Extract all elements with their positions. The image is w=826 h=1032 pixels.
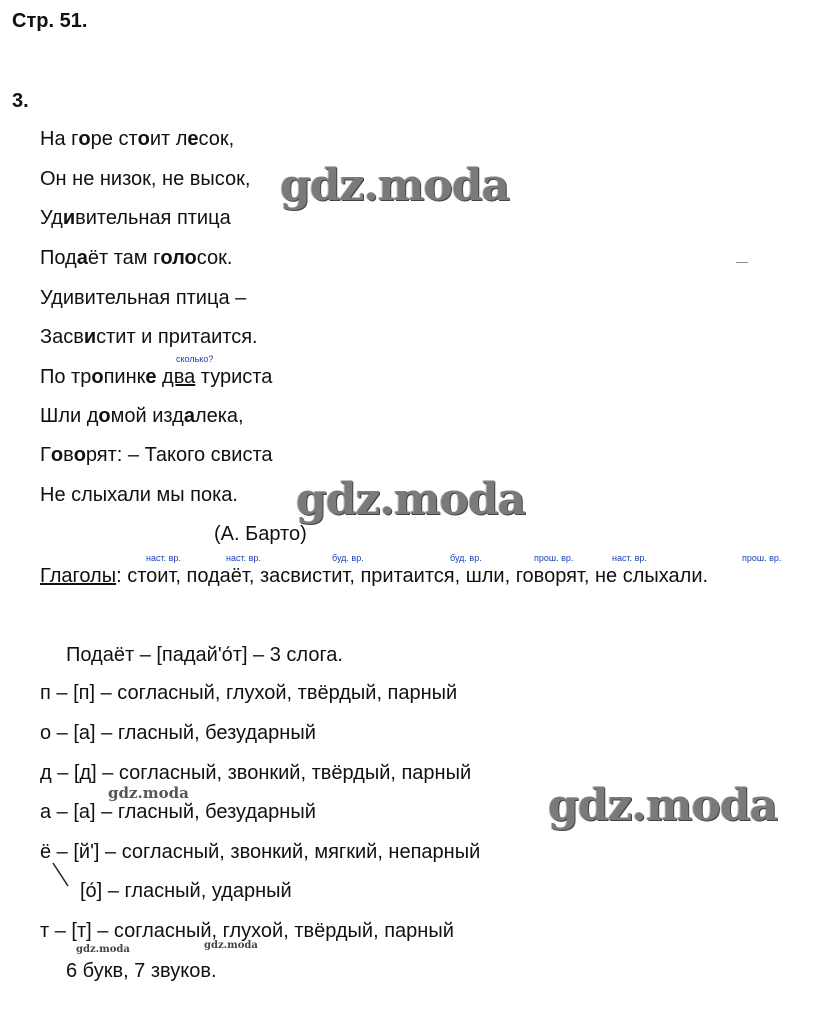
- poem-text: Удивительная птица –: [40, 287, 247, 309]
- analysis-row: п – [п] – согласный, глухой, твёрдый, парный: [40, 682, 458, 704]
- stressed-letter: а: [183, 405, 195, 427]
- analysis-row: д – [д] – согласный, звонкий, твёрдый, парный: [40, 762, 472, 784]
- poem-text: лека,: [194, 405, 244, 427]
- task-number: 3.: [12, 90, 29, 112]
- tense-note: прош. вр.: [742, 553, 782, 563]
- analysis-heading: Подаёт – [падай'о́т] – 3 слога.: [66, 644, 343, 666]
- analysis-row: [о́] – гласный, ударный: [80, 880, 292, 902]
- poem-text: Шли д: [40, 405, 99, 427]
- stressed-letter: е: [145, 366, 157, 388]
- poem-line: [40, 207, 231, 230]
- poem-text: Уд: [40, 207, 63, 229]
- poem-text: ёт там г: [87, 247, 161, 269]
- watermark-6: gdz.moda: [204, 940, 258, 951]
- stray-dash: [736, 262, 748, 263]
- stressed-letter: а: [76, 247, 88, 269]
- page-label: Стр. 51.: [12, 10, 88, 32]
- analysis-row: т – [т] – согласный, глухой, твёрдый, парный: [40, 920, 454, 942]
- watermark-4: gdz.moda: [108, 784, 189, 802]
- poem-line: [40, 128, 234, 151]
- verbs-label: Глаголы: [40, 565, 117, 587]
- poem-text: стит и притаится.: [96, 326, 258, 348]
- poem-text: Засв: [40, 326, 84, 348]
- poem-text: сок.: [196, 247, 233, 269]
- underlined-word: два: [162, 366, 196, 388]
- watermark-2: gdz.moda: [296, 474, 526, 525]
- poem-line: [40, 168, 250, 191]
- watermark-5: gdz.moda: [76, 944, 130, 955]
- stressed-letter: и: [83, 326, 97, 348]
- poem-text: мой изд: [110, 405, 184, 427]
- tense-note: наст. вр.: [612, 553, 647, 563]
- poem-text: пинк: [103, 366, 146, 388]
- stressed-letter: оло: [160, 247, 197, 269]
- poem-line: [40, 247, 232, 270]
- poem-text: На г: [40, 128, 79, 150]
- poem-text: По тр: [40, 366, 92, 388]
- stressed-letter: о: [91, 366, 104, 388]
- stressed-letter: о: [50, 444, 64, 466]
- tense-note: буд. вр.: [332, 553, 364, 563]
- tense-note: буд. вр.: [450, 553, 482, 563]
- stressed-letter: о: [137, 128, 150, 150]
- watermark-3: gdz.moda: [548, 780, 778, 831]
- tense-note: наст. вр.: [146, 553, 181, 563]
- tense-note: прош. вр.: [534, 553, 574, 563]
- poem-text: Он не низок, не высок,: [40, 168, 251, 190]
- poem-text: ре ст: [90, 128, 138, 150]
- poem-line: [40, 405, 244, 428]
- stressed-letter: е: [187, 128, 199, 150]
- stressed-letter: о: [73, 444, 86, 466]
- tense-note: наст. вр.: [226, 553, 261, 563]
- stressed-letter: и: [62, 207, 76, 229]
- poem-text: Не слыхали мы пока.: [40, 484, 238, 506]
- stressed-letter: о: [98, 405, 111, 427]
- question-note: сколько?: [176, 354, 214, 364]
- poem-text: рят: – Такого свиста: [85, 444, 273, 466]
- analysis-row: ё – [й'] – согласный, звонкий, мягкий, непарный: [40, 841, 481, 863]
- poem-line: [40, 287, 246, 310]
- poem-text: в: [63, 444, 74, 466]
- analysis-row: а – [а] – гласный, безударный: [40, 801, 316, 823]
- poem-text: ит л: [149, 128, 188, 150]
- poem-text: туриста: [195, 366, 273, 388]
- poem-text: Г: [40, 444, 51, 466]
- poem-line: [40, 444, 273, 467]
- analysis-summary: 6 букв, 7 звуков.: [66, 960, 217, 982]
- poem-author: (А. Барто): [214, 523, 307, 545]
- poem-line: [40, 326, 258, 349]
- watermark-1: gdz.moda: [280, 160, 510, 211]
- verbs-line: [40, 565, 708, 588]
- poem-text: Под: [40, 247, 77, 269]
- poem-line: [40, 366, 272, 389]
- poem-text: сок,: [198, 128, 235, 150]
- verbs-text: : стоит, подаёт, засвистит, притаится, шли, говорят, не слыхали.: [116, 565, 709, 587]
- branch-line: [50, 860, 70, 890]
- analysis-row: о – [а] – гласный, безударный: [40, 722, 316, 744]
- poem-line: [40, 484, 238, 507]
- poem-text: вительная птица: [75, 207, 231, 229]
- stressed-letter: о: [78, 128, 91, 150]
